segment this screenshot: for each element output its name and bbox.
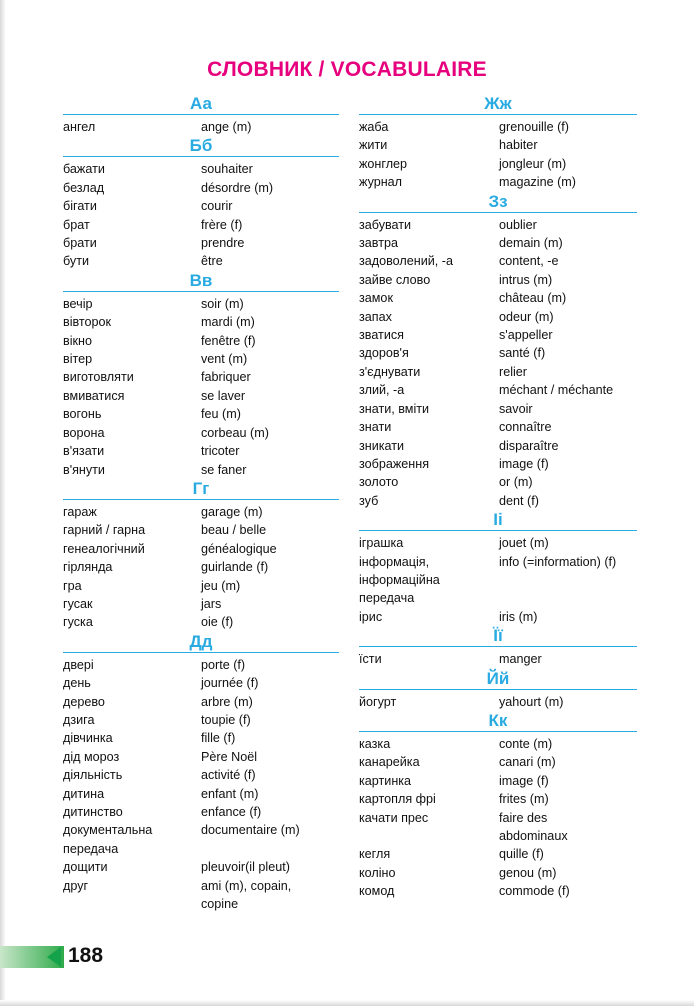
french-translation: yahourt (m) (499, 694, 564, 709)
french-translation: grenouille (f) (499, 120, 569, 134)
french-translation: image (f) (499, 456, 549, 471)
vocabulary-entry (63, 803, 339, 821)
ukrainian-word: вмиватися (63, 388, 125, 403)
french-translation: commode (f) (499, 884, 570, 899)
french-translation: mardi (m) (201, 315, 255, 330)
french-translation: genou (m) (499, 865, 557, 880)
vocabulary-entry (359, 534, 637, 552)
ukrainian-word: бути (63, 254, 90, 269)
vocabulary-entry (359, 118, 637, 136)
ukrainian-word: виготовляти (63, 370, 134, 385)
page-edge-shadow (0, 0, 6, 1006)
ukrainian-word: злий, -а (359, 383, 405, 398)
french-translation: intrus (m) (499, 272, 553, 287)
ukrainian-word: вогонь (63, 407, 102, 422)
vocabulary-entry (63, 405, 339, 423)
french-translation: feu (m) (201, 407, 241, 422)
ukrainian-word: ірис (359, 609, 383, 624)
french-translation: habiter (499, 138, 538, 153)
french-translation: content, -e (499, 254, 559, 269)
vocabulary-entry (63, 313, 339, 331)
ukrainian-word: казка (359, 736, 391, 751)
ukrainian-word: задоволений, -а (359, 254, 453, 269)
ukrainian-word: канарейка (359, 755, 420, 770)
vocabulary-entry (359, 772, 637, 790)
french-translation: relier (499, 364, 527, 379)
vocabulary-entry (63, 503, 339, 521)
french-translation: porte (f) (201, 657, 246, 672)
ukrainian-word: зникати (359, 438, 405, 453)
french-translation: frites (m) (499, 792, 549, 807)
french-translation: jeu (m) (201, 578, 241, 593)
ukrainian-word: вівторок (63, 315, 112, 330)
ukrainian-word: діяльність (63, 768, 123, 783)
ukrainian-word: знати (359, 420, 392, 435)
vocabulary-entry (63, 118, 339, 136)
letter-heading: Гг (63, 479, 339, 500)
vocabulary-entry (63, 729, 339, 747)
vocabulary-entry (63, 216, 339, 234)
french-translation: odeur (m) (499, 309, 554, 324)
vocabulary-entry (359, 289, 637, 307)
vocabulary-entry (359, 308, 637, 326)
ukrainian-word: вітер (63, 352, 93, 367)
letter-heading: Кк (359, 711, 637, 732)
ukrainian-word: журнал (359, 175, 403, 190)
ukrainian-word: бігати (63, 199, 97, 214)
ukrainian-word: дід мороз (63, 749, 120, 764)
ukrainian-word: брат (63, 217, 90, 232)
french-translation: iris (m) (499, 609, 538, 624)
ukrainian-word: запах (359, 309, 392, 324)
vocabulary-entry (359, 864, 637, 882)
vocabulary-entry (63, 785, 339, 803)
ukrainian-word: в'янути (63, 462, 105, 477)
letter-heading: Дд (63, 632, 339, 653)
french-translation: info (=information) (f) (499, 554, 617, 569)
ukrainian-word: день (63, 676, 91, 691)
vocabulary-entry (359, 753, 637, 771)
vocabulary-entry (359, 136, 637, 154)
ukrainian-word: здоров'я (359, 346, 409, 361)
vocabulary-entry (63, 461, 339, 479)
ukrainian-word: дерево (63, 694, 105, 709)
french-translation: disparaître (499, 438, 559, 453)
french-translation: château (m) (499, 291, 567, 306)
ukrainian-word: картинка (359, 773, 412, 788)
french-translation: méchant / méchante (499, 383, 614, 398)
vocabulary-entry (359, 845, 637, 863)
vocabulary-entry (359, 252, 637, 270)
ukrainian-word: гуска (63, 615, 93, 630)
vocabulary-entry (359, 809, 637, 846)
vocabulary-entry (359, 693, 637, 711)
french-translation: santé (f) (499, 346, 546, 361)
vocabulary-left-column (63, 94, 339, 913)
ukrainian-word: завтра (359, 236, 398, 251)
ukrainian-word: документальна передача (63, 823, 153, 856)
vocabulary-entry (359, 363, 637, 381)
ukrainian-word: знати, вміти (359, 401, 430, 416)
french-translation: faire des abdominaux (499, 810, 568, 843)
vocabulary-entry (359, 418, 637, 436)
vocabulary-entry (63, 858, 339, 876)
vocabulary-entry (63, 821, 339, 858)
french-translation: vent (m) (201, 352, 248, 367)
vocabulary-entry (63, 252, 339, 270)
ukrainian-word: зайве слово (359, 272, 431, 287)
ukrainian-word: гірлянда (63, 560, 113, 575)
french-translation: soir (m) (201, 296, 244, 311)
ukrainian-word: дзига (63, 712, 95, 727)
vocabulary-entry (359, 650, 637, 668)
letter-heading: Жж (359, 94, 637, 115)
vocabulary-entry (63, 877, 339, 914)
vocabulary-entry (359, 173, 637, 191)
vocabulary-entry (63, 613, 339, 631)
ukrainian-word: золото (359, 475, 399, 490)
letter-heading: Іі (359, 510, 637, 531)
vocabulary-entry (359, 400, 637, 418)
vocabulary-entry (63, 693, 339, 711)
french-translation: enfance (f) (201, 805, 262, 819)
french-translation: pleuvoir(il pleut) (201, 860, 290, 875)
french-translation: Père Noël (201, 749, 258, 764)
ukrainian-word: жаба (359, 120, 389, 134)
ukrainian-word: ворона (63, 425, 105, 440)
vocabulary-entry (359, 882, 637, 900)
vocabulary-entry (359, 553, 637, 608)
french-translation: s'appeller (499, 328, 553, 343)
ukrainian-word: дощити (63, 860, 108, 875)
vocabulary-entry (63, 332, 339, 350)
french-translation: ange (m) (201, 120, 252, 134)
vocabulary-entry (359, 473, 637, 491)
french-translation: magazine (m) (499, 175, 576, 190)
french-translation: se laver (201, 388, 246, 403)
ukrainian-word: гра (63, 578, 82, 593)
vocabulary-entry (359, 437, 637, 455)
french-translation: jongleur (m) (499, 156, 567, 171)
vocabulary-entry (63, 234, 339, 252)
french-translation: quille (f) (499, 847, 544, 862)
page-number: 188 (68, 944, 104, 967)
ukrainian-word: зватися (359, 328, 404, 343)
vocabulary-entry (63, 521, 339, 539)
vocabulary-entry (63, 424, 339, 442)
vocabulary-entry (63, 442, 339, 460)
french-translation: frère (f) (201, 217, 243, 232)
vocabulary-entry (63, 179, 339, 197)
french-translation: courir (201, 199, 233, 214)
ukrainian-word: ангел (63, 120, 96, 134)
ukrainian-word: гараж (63, 504, 97, 519)
vocabulary-entry (359, 790, 637, 808)
vocabulary-entry (63, 766, 339, 784)
ukrainian-word: друг (63, 878, 89, 893)
ukrainian-word: їсти (359, 652, 382, 667)
letter-heading: Бб (63, 136, 339, 157)
ukrainian-word: забувати (359, 217, 412, 232)
french-translation: se faner (201, 462, 247, 477)
french-translation: fenêtre (f) (201, 333, 256, 348)
ukrainian-word: гарний / гарна (63, 523, 146, 538)
vocabulary-entry (359, 735, 637, 753)
french-translation: souhaiter (201, 162, 253, 177)
vocabulary-entry (359, 455, 637, 473)
letter-heading: Йй (359, 669, 637, 690)
vocabulary-entry (359, 271, 637, 289)
french-translation: image (f) (499, 773, 549, 788)
french-translation: canari (m) (499, 755, 556, 770)
vocabulary-entry (63, 656, 339, 674)
french-translation: prendre (201, 236, 245, 251)
french-translation: connaître (499, 420, 552, 435)
vocabulary-entry (63, 160, 339, 178)
french-translation: ami (m), copain, copine (201, 878, 292, 912)
french-translation: fabriquer (201, 370, 251, 385)
french-translation: manger (499, 652, 542, 667)
ukrainian-word: жити (359, 138, 388, 153)
letter-heading: Її (359, 626, 637, 647)
ukrainian-word: дитинство (63, 805, 123, 819)
french-translation: dent (f) (499, 493, 539, 508)
french-translation: désordre (m) (201, 180, 274, 195)
vocabulary-entry (63, 577, 339, 595)
ukrainian-word: замок (359, 291, 393, 306)
french-translation: être (201, 254, 223, 269)
vocabulary-entry (63, 295, 339, 313)
french-translation: tricoter (201, 444, 240, 459)
vocabulary-entry (63, 197, 339, 215)
french-translation: fille (f) (201, 731, 236, 746)
vocabulary-entry (359, 344, 637, 362)
french-translation: généalogique (201, 541, 277, 556)
vocabulary-entry (359, 326, 637, 344)
ukrainian-word: інформація, інформаційна передача (359, 554, 440, 606)
french-translation: journée (f) (201, 676, 259, 691)
vocabulary-entry (63, 540, 339, 558)
french-translation: arbre (m) (201, 694, 253, 709)
ukrainian-word: коліно (359, 865, 396, 880)
ukrainian-word: в'язати (63, 444, 105, 459)
vocabulary-entry (63, 368, 339, 386)
french-translation: activité (f) (201, 768, 256, 783)
french-translation: savoir (499, 401, 533, 416)
ukrainian-word: двері (63, 657, 94, 672)
french-translation: jars (201, 596, 222, 611)
vocabulary-entry (359, 381, 637, 399)
french-translation: garage (m) (201, 504, 263, 519)
vocabulary-entry (359, 608, 637, 626)
ukrainian-word: зуб (359, 493, 379, 508)
vocabulary-entry (63, 595, 339, 613)
french-translation: corbeau (m) (201, 425, 269, 440)
french-translation: jouet (m) (499, 536, 549, 551)
ukrainian-word: йогурт (359, 694, 397, 709)
letter-heading: Вв (63, 271, 339, 292)
ukrainian-word: дівчинка (63, 731, 113, 746)
page-arrow-icon (47, 947, 61, 967)
ukrainian-word: дитина (63, 786, 105, 801)
french-translation: beau / belle (201, 523, 267, 538)
french-translation: enfant (m) (201, 786, 259, 801)
vocabulary-right-column (359, 94, 637, 901)
vocabulary-entry (63, 748, 339, 766)
french-translation: oublier (499, 217, 537, 232)
ukrainian-word: з'єднувати (359, 364, 421, 379)
page-bottom-shadow (0, 1000, 694, 1006)
vocabulary-entry (359, 216, 637, 234)
ukrainian-word: комод (359, 884, 395, 899)
french-translation: or (m) (499, 475, 533, 490)
ukrainian-word: вікно (63, 333, 92, 348)
ukrainian-word: качати прес (359, 810, 429, 825)
french-translation: demain (m) (499, 236, 563, 251)
ukrainian-word: зображення (359, 456, 430, 471)
vocabulary-entry (63, 711, 339, 729)
vocabulary-entry (63, 558, 339, 576)
vocabulary-entry (63, 387, 339, 405)
french-translation: documentaire (m) (201, 823, 300, 838)
vocabulary-entry (359, 234, 637, 252)
french-translation: guirlande (f) (201, 560, 269, 575)
vocabulary-entry (63, 350, 339, 368)
ukrainian-word: жонглер (359, 156, 408, 171)
french-translation: conte (m) (499, 736, 553, 751)
letter-heading: Аа (63, 94, 339, 115)
vocabulary-entry (359, 492, 637, 510)
ukrainian-word: кегля (359, 847, 391, 862)
french-translation: toupie (f) (201, 712, 251, 727)
ukrainian-word: іграшка (359, 536, 404, 551)
ukrainian-word: безлад (63, 180, 105, 195)
french-translation: oie (f) (201, 615, 234, 630)
vocabulary-entry (359, 155, 637, 173)
ukrainian-word: гусак (63, 596, 93, 611)
ukrainian-word: брати (63, 236, 97, 251)
letter-heading: Зз (359, 192, 637, 213)
ukrainian-word: вечір (63, 296, 93, 311)
ukrainian-word: картопля фрі (359, 792, 436, 807)
ukrainian-word: генеалогічний (63, 541, 145, 556)
page-title: СЛОВНИК / VOCABULAIRE (207, 58, 487, 81)
vocabulary-entry (63, 674, 339, 692)
ukrainian-word: бажати (63, 162, 105, 177)
